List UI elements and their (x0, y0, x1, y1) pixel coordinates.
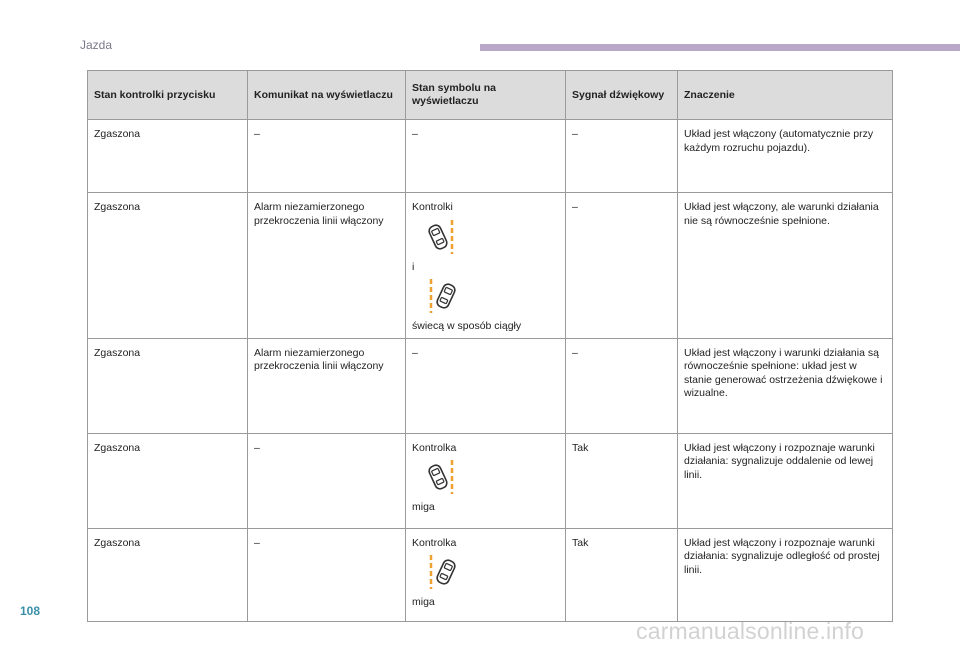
column-header: Stan kontrolki przycisku (88, 71, 248, 120)
table-cell: Tak (566, 528, 678, 621)
lane-departure-left-icon (426, 278, 458, 314)
table-cell: Zgaszona (88, 193, 248, 339)
cell-text: Kontrolki (412, 201, 453, 213)
cell-text: i (412, 260, 415, 273)
table-cell: – (566, 120, 678, 193)
table-cell (406, 433, 566, 528)
table-cell: Zgaszona (88, 433, 248, 528)
column-header: Stan symbolu na wyświetlaczu (406, 71, 566, 120)
section-header-bar (480, 44, 960, 51)
indicator-state-table (87, 70, 893, 622)
table-cell: – (566, 193, 678, 339)
table-row (88, 528, 893, 621)
table-cell (406, 193, 566, 339)
table-cell: – (248, 120, 406, 193)
table-cell: Zgaszona (88, 528, 248, 621)
table-row (88, 120, 893, 193)
lane-departure-left-icon (426, 554, 458, 590)
table-row (88, 338, 893, 433)
table-cell: – (406, 338, 566, 433)
table-cell: Układ jest włączony i warunki działania są równocześnie spełnione: układ jest w stanie generować ostrzeżenia dźwiękowe i wizualne. (678, 338, 893, 433)
table-cell: Tak (566, 433, 678, 528)
lane-departure-right-icon (426, 459, 458, 495)
table-cell: – (406, 120, 566, 193)
table-cell: – (566, 338, 678, 433)
cell-text: miga (412, 596, 435, 608)
table-cell: Układ jest włączony i rozpoznaje warunki działania: sygnalizuje odległość od prostej linii. (678, 528, 893, 621)
table-cell: – (248, 433, 406, 528)
table-row (88, 433, 893, 528)
section-title: Jazda (80, 38, 113, 52)
table-cell: Układ jest włączony i rozpoznaje warunki działania: sygnalizuje oddalenie od lewej linii. (678, 433, 893, 528)
cell-text: Kontrolka (412, 536, 457, 549)
table-header-row (88, 71, 893, 120)
cell-text: świecą w sposób ciągły (412, 320, 522, 332)
watermark: carmanualsonline.info (636, 618, 864, 644)
table-cell: Zgaszona (88, 120, 248, 193)
column-header: Komunikat na wyświetlaczu (248, 71, 406, 120)
table-cell: Układ jest włączony, ale warunki działania nie są równocześnie spełnione. (678, 193, 893, 339)
lane-departure-right-icon (426, 219, 458, 255)
table-cell: Układ jest włączony (automatycznie przy każdym rozruchu pojazdu). (678, 120, 893, 193)
table-row (88, 193, 893, 339)
page-number: 108 (20, 604, 41, 618)
cell-text: Kontrolka (412, 441, 457, 454)
table-cell: Alarm niezamierzonego przekroczenia linii włączony (248, 193, 406, 339)
column-header: Znaczenie (678, 71, 893, 120)
table-cell: – (248, 528, 406, 621)
table-cell: Zgaszona (88, 338, 248, 433)
cell-text: miga (412, 501, 435, 513)
table-cell (406, 528, 566, 621)
column-header: Sygnał dźwiękowy (566, 71, 678, 120)
table-cell: Alarm niezamierzonego przekroczenia linii włączony (248, 338, 406, 433)
